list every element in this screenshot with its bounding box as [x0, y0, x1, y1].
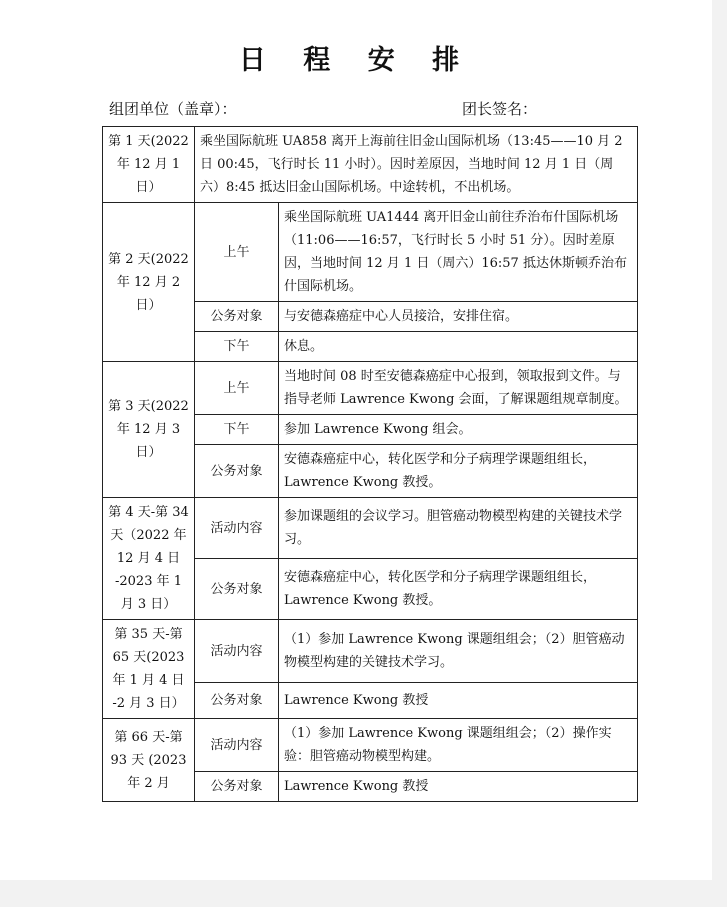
content-cell: Lawrence Kwong 教授 [279, 772, 638, 802]
content-cell: 安德森癌症中心，转化医学和分子病理学课题组组长，Lawrence Kwong 教授。 [279, 559, 638, 620]
page-title: 日 程 安 排 [238, 45, 474, 76]
day-cell: 第 35 天-第 65 天(2023 年 1 月 4 日 -2 月 3 日） [103, 620, 195, 719]
day-cell: 第 1 天(2022 年 12 月 1 日） [103, 127, 195, 203]
content-cell: 参加 Lawrence Kwong 组会。 [279, 415, 638, 445]
schedule-table [102, 126, 638, 802]
day-cell: 第 66 天-第 93 天 (2023 年 2 月 [103, 719, 195, 802]
content-cell: 当地时间 08 时至安德森癌症中心报到，领取报到文件。与指导老师 Lawrence Kwong 会面，了解课题组规章制度。 [279, 362, 638, 415]
content-cell: 安德森癌症中心，转化医学和分子病理学课题组组长，Lawrence Kwong 教授。 [279, 445, 638, 498]
table-row [103, 719, 638, 772]
group-unit-label: 组团单位（盖章）： [109, 100, 237, 118]
period-cell: 活动内容 [195, 620, 279, 683]
table-row [103, 362, 638, 415]
period-cell: 公务对象 [195, 772, 279, 802]
period-cell: 活动内容 [195, 498, 279, 559]
table-row [103, 203, 638, 302]
leader-signature-label: 团长签名： [462, 100, 538, 118]
table-row [103, 620, 638, 683]
period-cell: 公务对象 [195, 302, 279, 332]
content-cell: （1）参加 Lawrence Kwong 课题组组会；（2）操作实验：胆管癌动物模型构建。 [279, 719, 638, 772]
content-cell: 休息。 [279, 332, 638, 362]
table-row [103, 498, 638, 559]
content-cell: 乘坐国际航班 UA1444 离开旧金山前往乔治布什国际机场（11:06——16:57，飞行时长 5 小时 51 分）。因时差原因，当地时间 12 月 1 日（周六）16:57 抵达休斯顿乔治布什国际机场。 [279, 203, 638, 302]
period-cell: 活动内容 [195, 719, 279, 772]
day-cell: 第 2 天(2022 年 12 月 2 日） [103, 203, 195, 362]
content-cell: 乘坐国际航班 UA858 离开上海前往旧金山国际机场（13:45——10 月 2 日 00:45，飞行时长 11 小时）。因时差原因，当地时间 12 月 1 日（周六）8:45 抵达旧金山国际机场。中途转机，不出机场。 [195, 127, 638, 203]
day-cell: 第 3 天(2022 年 12 月 3 日） [103, 362, 195, 498]
period-cell: 上午 [195, 362, 279, 415]
content-cell: （1）参加 Lawrence Kwong 课题组组会；（2）胆管癌动物模型构建的关键技术学习。 [279, 620, 638, 683]
period-cell: 公务对象 [195, 683, 279, 719]
period-cell: 下午 [195, 332, 279, 362]
period-cell: 公务对象 [195, 445, 279, 498]
content-cell: 与安德森癌症中心人员接洽，安排住宿。 [279, 302, 638, 332]
content-cell: 参加课题组的会议学习。胆管癌动物模型构建的关键技术学习。 [279, 498, 638, 559]
content-cell: Lawrence Kwong 教授 [279, 683, 638, 719]
period-cell: 公务对象 [195, 559, 279, 620]
period-cell: 上午 [195, 203, 279, 302]
period-cell: 下午 [195, 415, 279, 445]
day-cell: 第 4 天-第 34 天（2022 年 12 月 4 日 -2023 年 1 月 3 日） [103, 498, 195, 620]
table-row [103, 127, 638, 203]
